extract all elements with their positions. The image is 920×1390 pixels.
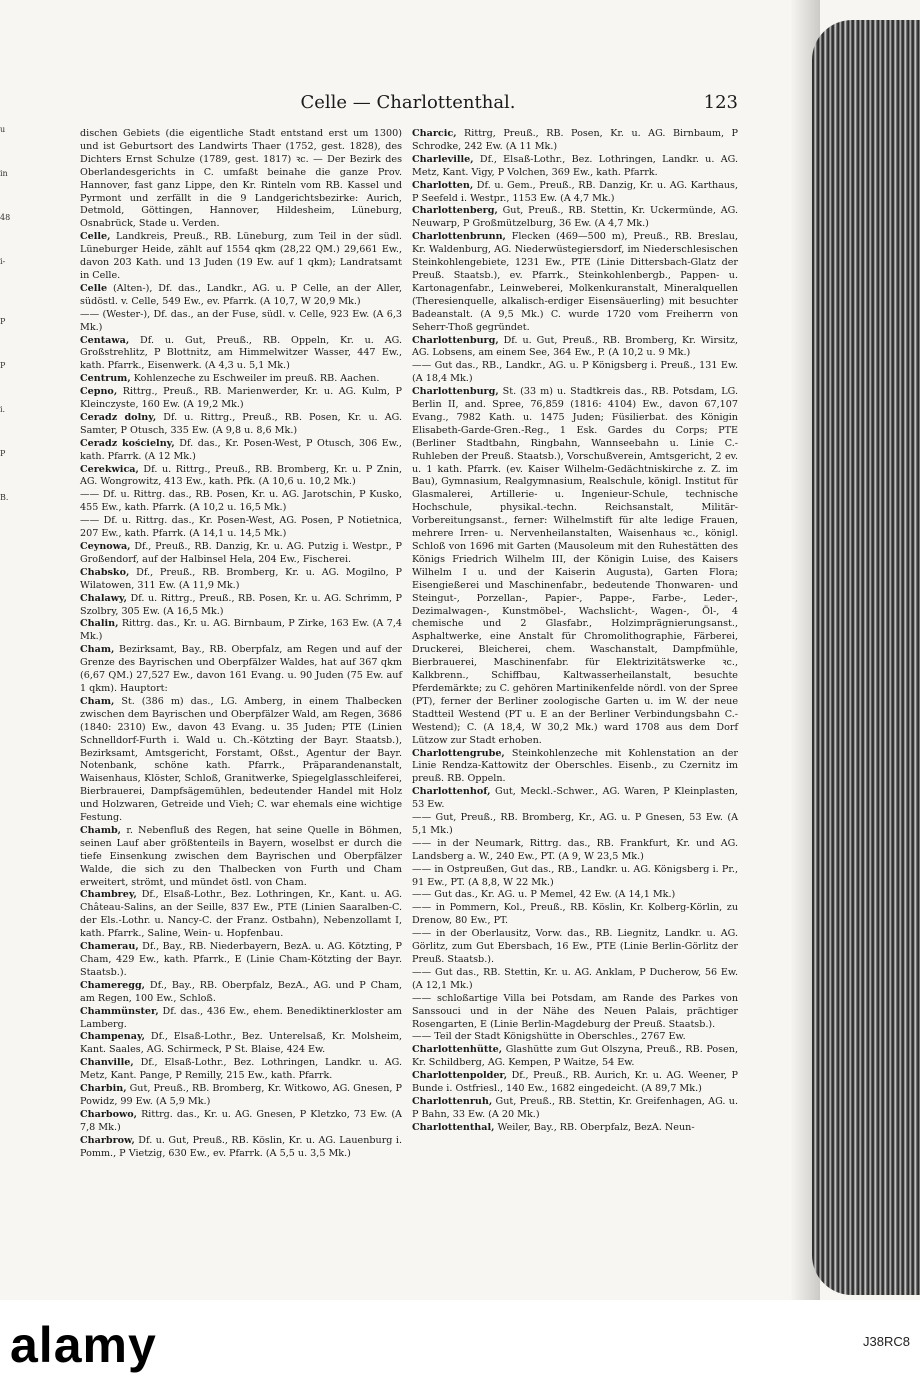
- entry-text: Glashütte zum Gut Olszyna, Preuß., RB. Posen, Kr. Schildberg, AG. Kempen, P Waitze, 54 Ew.: [412, 1044, 738, 1069]
- entry-headword: Charbowo,: [80, 1108, 137, 1120]
- entry-headword: Chammünster,: [80, 1005, 159, 1017]
- dictionary-entry: [412, 902, 738, 928]
- margin-fragment: P: [0, 449, 6, 458]
- entry-text: Rittrg., Preuß., RB. Marienwerder, Kr. u. AG. Kulm, P Kleinczyste, 160 Ew. (A 19,2 Mk.): [80, 386, 402, 411]
- dictionary-entry: [80, 335, 402, 374]
- entry-text: —— schloßartige Villa bei Potsdam, am Rande des Parkes von Sanssouci und in der Nähe des Neuen Palais, prächtiger Rosengarten, E (Linie Berlin-Magdeburg der Preuß. Staatsb.).: [412, 992, 738, 1030]
- entry-text: Df. u. Rittrg., Preuß., RB. Posen, Kr. u. AG. Schrimm, P Szolbry, 305 Ew. (A 16,5 Mk.): [80, 592, 402, 617]
- dictionary-entry: [80, 386, 402, 412]
- entry-text: Gut, Meckl.-Schwer., AG. Waren, P Kleinplasten, 53 Ew.: [412, 786, 738, 811]
- entry-text: Rittrg. das., Kr. u. AG. Gnesen, P Kletzko, 73 Ew. (A 7,8 Mk.): [80, 1108, 402, 1133]
- entry-text: Flecken (469—500 m), Preuß., RB. Breslau, Kr. Waldenburg, AG. Niederwüstegiersdorf, im Niederschlesischen Steinkohlengebiete, 1231 Ew., PTE (Linie Dittersbach-Glatz der Preuß. Staatsb.), ev. Pfarrk., Steinkohlenbergb., Pappen- u. Kartonagenfabr., Leinweberei, Molkenkuranstalt, Mineralquellen (Theresienquelle, alkalisch-erdiger Eisensäuerling) mit besuchter Badeanstalt. (A 9,5 Mk.) C. wurde 1720 vom Freiherrn von Seherr-Thoß gegründet.: [412, 231, 738, 333]
- entry-text: —— Teil der Stadt Königshütte in Oberschles., 2767 Ew.: [412, 1031, 686, 1043]
- dictionary-entry: [80, 515, 402, 541]
- dictionary-entry: [80, 541, 402, 567]
- left-column: [80, 128, 402, 1161]
- dictionary-entry: [80, 373, 402, 386]
- margin-fragment: u: [0, 125, 6, 134]
- margin-fragment: i-: [0, 257, 6, 266]
- entry-text: Df., Bay., RB. Niederbayern, BezA. u. AG. Kötzting, P Cham, 429 Ew., kath. Pfarrk., E (Linie Cham-Kötzting der Bayr. Staatsb.).: [80, 941, 402, 978]
- dictionary-entry: [80, 889, 402, 941]
- entry-text: Df., Elsaß-Lothr., Bez. Lothringen, Landkr. u. AG. Metz, Kant. Vigy, P Volchen, 369 Ew., kath. Pfarrk.: [412, 153, 738, 178]
- dictionary-entry: [412, 154, 738, 180]
- entry-text: Df., Elsaß-Lothr., Bez. Lothringen, Landkr. u. AG. Metz, Kant. Pange, P Remilly, 215 Ew., kath. Pfarrk.: [80, 1057, 402, 1082]
- dictionary-entry: [80, 464, 402, 490]
- entry-headword: Ceynowa,: [80, 541, 131, 552]
- entry-headword: Ceradz kościelny,: [80, 437, 175, 449]
- dictionary-entry: [412, 864, 738, 890]
- entry-text: St. (33 m) u. Stadtkreis das., RB. Potsdam, LG. Berlin II, and. Spree, 76,859 (1816: 4104) Ew., davon 67,107 Evang., 7982 Kath. u. 1475 Juden; Füsilierbat. des Königin Elisabeth-Garde-Gren.-Reg., 1 Esk. Gardes du Corps; PTE (Berliner Stadtbahn, Ringbahn, Wannseebahn u. Linie C.-Ruhleben der Preuß. Staatsb.), Vorschußverein, Amtsgericht, 2 ev. u. 1 kath. Pfarrk. (ev. Kaiser Wilhelm-Gedächtniskirche z. Z. im Bau), Gymnasium, Realgymnasium, Realschule, königl. Institut für Glasmalerei, Artillerie- u. Ingenieur-Schule, technische Hochschule, physikal.-techn. Reichsanstalt, Militär-Vorbereitungsanst., ferner: Wilhelmstift für alte ledige Frauen, mehrere Irren- u. Nervenheilanstalten, Waisenhaus ꝛc., königl. Schloß von 1696 mit Garten (Mausoleum mit den Ruhestätten des Königs Friedrich Wilhelm III, der Königin Luise, des Kaisers Wilhelm I u. und der Kaiserin Augusta), Garten Flora; Eisengießerei und Maschinenfabr., bedeutende Thonwaren- und Steingut-, Porzellan-, Papier-, Pappe-, Farbe-, Leder-, Dezimalwagen-, Kunstmöbel-, Wachslicht-, Wagen-, Öl-, 4 chemische und 2 Glasfabr., Holzimprägnierungsanst., Asphaltwerke, eine Anstalt für Chromolithographie, Färberei, Druckerei, Bleicherei, chem. Waschanstalt, Dampfmühle, Bierbrauerei, Maschinenfabr. für Elektrizitätswerke ꝛc., Kalkbrenn., Schiffbau, Kaltwasserheilanstalt, besuchte Pferdemärkte; zu C. gehören Martinikenfelde nördl. von der Spree (PT), ferner der Berliner zoologische Garten u. im W. der neue Stadtteil Westend (PT u. E an der Berliner Verbindungsbahn C.-Westend); C. (A 18,4, W 30,2 Mk.) ward 1708 aus dem Dorf Lützow zur Stadt erhoben.: [412, 386, 738, 746]
- entry-headword: Celle,: [80, 231, 111, 243]
- entry-headword: Charlottenthal,: [412, 1121, 495, 1133]
- entry-text: Df. u. Gut, Preuß., RB. Köslin, Kr. u. AG. Lauenburg i. Pomm., P Vietzig, 630 Ew., ev. Pfarrk. (A 5,5 u. 3,5 Mk.): [80, 1134, 402, 1159]
- entry-headword: Centawa,: [80, 334, 130, 346]
- dictionary-entry: [412, 1096, 738, 1122]
- dictionary-entry: [80, 309, 402, 335]
- entry-text: —— Gut das., RB. Stettin, Kr. u. AG. Anklam, P Ducherow, 56 Ew. (A 12,1 Mk.): [412, 966, 738, 991]
- entry-headword: Charleville,: [412, 153, 474, 165]
- entry-headword: Charbrow,: [80, 1134, 135, 1146]
- entry-headword: Charlottenpolder,: [412, 1070, 508, 1082]
- dictionary-entry: [80, 618, 402, 644]
- entry-text: (Alten-), Df. das., Landkr., AG. u. P Celle, an der Aller, südöstl. v. Celle, 549 Ew., ev. Pfarrk. (A 10,7, W 20,9 Mk.): [80, 282, 402, 307]
- entry-headword: Charlottengrube,: [412, 747, 505, 759]
- entry-text: Df., Elsaß-Lothr., Bez. Unterelsaß, Kr. Molsheim, Kant. Saales, AG. Schirmeck, P St. Blaise, 424 Ew.: [80, 1031, 402, 1056]
- dictionary-entry: [412, 889, 738, 902]
- margin-fragment: P: [0, 317, 6, 326]
- entry-text: —— Df. u. Rittrg. das., RB. Posen, Kr. u. AG. Jarotschin, P Kusko, 455 Ew., kath. Pfarrk. (A 10,2 u. 16,5 Mk.): [80, 489, 402, 514]
- dictionary-entry: [80, 283, 402, 309]
- entry-text: Gut, Preuß., RB. Bromberg, Kr. Witkowo, AG. Gnesen, P Powidz, 99 Ew. (A 5,9 Mk.): [80, 1083, 402, 1107]
- dictionary-entry: [80, 980, 402, 1006]
- entry-text: —— Gut das., RB., Landkr., AG. u. P Königsberg i. Preuß., 131 Ew. (A 18,4 Mk.): [412, 360, 738, 385]
- dictionary-entry: [412, 360, 738, 386]
- entry-text: Gut, Preuß., RB. Stettin, Kr. Uckermünde, AG. Neuwarp, P Großmützelburg, 36 Ew. (A 4,7 Mk.): [412, 205, 738, 230]
- dictionary-entry: [412, 786, 738, 812]
- entry-text: Df. u. Rittrg., Preuß., RB. Posen, Kr. u. AG. Samter, P Otusch, 335 Ew. (A 9,8 u. 8,6 Mk.): [80, 411, 402, 436]
- dictionary-entry: [80, 593, 402, 619]
- entry-text: r. Nebenfluß des Regen, hat seine Quelle in Böhmen, seinen Lauf aber größtenteils in Bayern, woselbst er durch die tiefe Einsenkung zwischen dem Bayrischen und Oberpfälzer Walde, die sich zu den Thalbecken von Furth und Cham erweitert, strömt, und mündet östl. von Cham.: [80, 824, 402, 888]
- entry-text: —— Gut, Preuß., RB. Bromberg, Kr., AG. u. P Gnesen, 53 Ew. (A 5,1 Mk.): [412, 812, 738, 836]
- dictionary-entry: [412, 748, 738, 787]
- entry-headword: Cham,: [80, 644, 115, 656]
- entry-text: Df. u. Gut, Preuß., RB. Bromberg, Kr. Wirsitz, AG. Lobsens, am einem See, 364 Ew., P. (A 10,2 u. 9 Mk.): [412, 334, 738, 359]
- right-column: [412, 128, 738, 1135]
- dictionary-entry: [80, 1057, 402, 1083]
- entry-headword: Chabsko,: [80, 566, 130, 578]
- entry-text: Df., Bay., RB. Oberpfalz, BezA., AG. und P Cham, am Regen, 100 Ew., Schloß.: [80, 979, 402, 1004]
- dictionary-entry: [412, 1122, 738, 1135]
- entry-text: Rittrg. das., Kr. u. AG. Birnbaum, P Zirke, 163 Ew. (A 7,4 Mk.): [80, 618, 402, 643]
- entry-headword: Celle: [80, 282, 108, 294]
- entry-headword: Charcic,: [412, 128, 457, 139]
- entry-headword: Chamb,: [80, 824, 122, 836]
- dictionary-entry: [80, 1006, 402, 1032]
- entry-text: —— (Wester-), Df. das., an der Fuse, südl. v. Celle, 923 Ew. (A 6,3 Mk.): [80, 308, 402, 333]
- entry-text: Df., Preuß., RB. Danzig, Kr. u. AG. Putzig i. Westpr., P Großendorf, auf der Halbinsel Hela, 204 Ew., Fischerei.: [80, 541, 402, 565]
- dictionary-entry: [412, 1070, 738, 1096]
- entry-headword: Cepno,: [80, 386, 118, 398]
- entry-text: Df. das., Kr. Posen-West, P Otusch, 306 Ew., kath. Pfarrk. (A 12 Mk.): [80, 437, 402, 462]
- entry-text: Steinkohlenzeche mit Kohlenstation an der Linie Rendza-Kattowitz der Oberschles. Eisenb., zu Czernitz im preuß. RB. Oppeln.: [412, 747, 738, 785]
- entry-text: —— in der Oberlausitz, Vorw. das., RB. Liegnitz, Landkr. u. AG. Görlitz, zum Gut Ebersbach, 16 Ew., PTE (Linie Berlin-Görlitz der Preuß. Staatsb.).: [412, 928, 738, 965]
- margin-fragment: P: [0, 361, 6, 370]
- entry-headword: Ceradz dolny,: [80, 411, 157, 423]
- dictionary-entry: [80, 412, 402, 438]
- margin-fragment: B.: [0, 493, 9, 502]
- dictionary-entry: [80, 231, 402, 283]
- page-number: 123: [703, 92, 738, 113]
- dictionary-entry: [412, 205, 738, 231]
- dictionary-entry: [412, 993, 738, 1032]
- dictionary-entry: [80, 941, 402, 980]
- entry-headword: Charlottenburg,: [412, 386, 499, 398]
- entry-headword: Champenay,: [80, 1031, 145, 1043]
- entry-text: Landkreis, Preuß., RB. Lüneburg, zum Teil in der südl. Lüneburger Heide, zählt auf 1554 qkm (28,22 QM.) 29,661 Ew., davon 203 Kath. und 13 Juden (19 Ew. auf 1 qkm); Landratsamt in Celle.: [80, 231, 402, 281]
- dictionary-entry: [80, 1031, 402, 1057]
- entry-headword: Chameregg,: [80, 979, 145, 991]
- stock-image-id: J38RC8: [863, 1334, 910, 1349]
- entry-headword: Charlottenhütte,: [412, 1044, 503, 1056]
- entry-headword: Charlottenruh,: [412, 1095, 493, 1107]
- entry-text: Df. u. Gem., Preuß., RB. Danzig, Kr. u. AG. Karthaus, P Seefeld i. Westpr., 1153 Ew. (A 4,7 Mk.): [412, 179, 738, 204]
- dictionary-entry: [80, 1135, 402, 1161]
- entry-headword: Charlottenbrunn,: [412, 231, 506, 243]
- entry-text: Bezirksamt, Bay., RB. Oberpfalz, am Regen und auf der Grenze des Bayrischen und Oberpfälzer Waldes, hat auf 367 qkm (6,67 QM.) 27,527 Ew., davon 161 Evang. u. 90 Juden (75 Ew. auf 1 qkm). Hauptort:: [80, 644, 402, 694]
- stock-logo: alamy: [10, 1317, 157, 1373]
- entry-headword: Chamerau,: [80, 941, 139, 953]
- entry-text: Df., Elsaß-Lothr., Bez. Lothringen, Kr., Kant. u. AG. Château-Salins, an der Seille, 837 Ew., PTE (Linien Saaralben-C. der Els.-Lothr. u. Nancy-C. der Franz. Ostbahn), Nebenzollamt I, kath. Pfarrk., Saline, Wein- u. Hopfenbau.: [80, 889, 402, 940]
- entry-text: —— Gut das., Kr. AG. u. P Memel, 42 Ew. (A 14,1 Mk.): [412, 889, 676, 901]
- dictionary-entry: [412, 838, 738, 864]
- dictionary-entry: [80, 1109, 402, 1135]
- entry-headword: Charlottenburg,: [412, 334, 499, 346]
- margin-fragment: i.: [0, 405, 6, 414]
- book-page-edges: [812, 20, 920, 1295]
- page-header: [78, 88, 738, 124]
- entry-headword: Cerekwica,: [80, 463, 139, 475]
- dictionary-entry: [412, 928, 738, 967]
- entry-text: St. (386 m) das., LG. Amberg, in einem Thalbecken zwischen dem Bayrischen und Oberpfälzer Wald, am Regen, 3686 (1840: 2310) Ew., davon 43 Evang. u. 35 Juden; PTE (Linien Schnelldorf-Furth i. Wald u. Ch.-Kötzting der Bayr. Staatsb.), Bezirksamt, Amtsgericht, Forstamt, Oßst., Agentur der Bayr. Notenbank, schöne kath. Pfarrk., Präparandenanstalt, Waisenhaus, Klöster, Schloß, Granitwerke, Spiegelglasschleiferei, Bierbrauerei, Dampfsägemühlen, bedeutender Handel mit Holz und Holzwaren, Getreide und Vieh; C. war ehemals eine wichtige Festung.: [80, 695, 402, 824]
- dictionary-entry: [80, 644, 402, 696]
- entry-text: —— in Pommern, Kol., Preuß., RB. Köslin, Kr. Kolberg-Körlin, zu Drenow, 80 Ew., PT.: [412, 902, 738, 927]
- entry-headword: Cham,: [80, 695, 115, 707]
- entry-headword: Chalawy,: [80, 592, 127, 604]
- entry-headword: Charlottenberg,: [412, 205, 498, 217]
- dictionary-entry: [412, 1044, 738, 1070]
- entry-text: Rittrg, Preuß., RB. Posen, Kr. u. AG. Birnbaum, P Schrodke, 242 Ew. (A 11 Mk.): [412, 128, 738, 152]
- entry-text: Weiler, Bay., RB. Oberpfalz, BezA. Neun-: [494, 1121, 695, 1133]
- dictionary-entry: [412, 180, 738, 206]
- dictionary-entry: [412, 335, 738, 361]
- entry-text: Df. u. Rittrg., Preuß., RB. Bromberg, Kr. u. P Znin, AG. Wongrowitz, 413 Ew., kath. Pfk. (A 10,6 u. 10,2 Mk.): [80, 463, 402, 488]
- entry-headword: Chanville,: [80, 1057, 134, 1069]
- dictionary-entry: [80, 567, 402, 593]
- entry-text: Gut, Preuß., RB. Stettin, Kr. Greifenhagen, AG. u. P Bahn, 33 Ew. (A 20 Mk.): [412, 1095, 738, 1120]
- entry-text: —— in Ostpreußen, Gut das., RB., Landkr. u. AG. Königsberg i. Pr., 91 Ew., PT. (A 8,8, W 22 Mk.): [412, 863, 738, 888]
- dictionary-entry: [80, 128, 402, 231]
- entry-headword: Charlotten,: [412, 179, 474, 191]
- entry-text: —— in der Neumark, Rittrg. das., RB. Frankfurt, Kr. und AG. Landsberg a. W., 240 Ew., PT. (A 9, W 23,5 Mk.): [412, 837, 738, 862]
- entry-headword: Centrum,: [80, 373, 131, 385]
- entry-text: Df. das., 436 Ew., ehem. Benediktinerkloster am Lamberg.: [80, 1005, 402, 1030]
- dictionary-entry: [412, 128, 738, 154]
- entry-headword: Chambrey,: [80, 889, 137, 901]
- dictionary-entry: [80, 696, 402, 825]
- page-title: Celle — Charlottenthal.: [300, 92, 516, 113]
- entry-headword: Charlottenhof,: [412, 786, 491, 798]
- entry-text: dischen Gebiets (die eigentliche Stadt entstand erst um 1300) und ist Geburtsort des Landwirts Thaer (1752, gest. 1828), des Dichters Ernst Schulze (1789, gest. 1817) ꝛc. — Der Bezirk des Oberlandesgerichts in C. umfaßt beinahe die ganze Prov. Hannover, fast ganz Lippe, den Kr. Rinteln vom RB. Kassel und Pyrmont und zerfällt in die 9 Landgerichtsbezirke: Aurich, Detmold, Göttingen, Hannover, Hildesheim, Lüneburg, Osnabrück, Stade u. Verden.: [80, 128, 402, 230]
- entry-headword: Charbin,: [80, 1083, 127, 1095]
- dictionary-entry: [80, 489, 402, 515]
- entry-text: —— Df. u. Rittrg. das., Kr. Posen-West, AG. Posen, P Notietnica, 207 Ew., kath. Pfarrk. (A 14,1 u. 14,5 Mk.): [80, 515, 402, 540]
- entry-text: Df., Preuß., RB. Aurich, Kr. u. AG. Weener, P Bunde i. Ostfriesl., 140 Ew., 1682 eingedeicht. (A 89,7 Mk.): [412, 1070, 738, 1095]
- dictionary-entry: [80, 438, 402, 464]
- margin-fragment: 48: [0, 213, 11, 222]
- dictionary-entry: [412, 967, 738, 993]
- dictionary-entry: [412, 812, 738, 838]
- entry-text: Kohlenzeche zu Eschweiler im preuß. RB. Aachen.: [130, 373, 380, 385]
- dictionary-entry: [80, 825, 402, 890]
- dictionary-entry: [412, 231, 738, 334]
- entry-headword: Chalin,: [80, 618, 119, 630]
- dictionary-entry: [412, 1031, 738, 1044]
- left-margin-fragments: [0, 120, 16, 532]
- entry-text: Df., Preuß., RB. Bromberg, Kr. u. AG. Mogilno, P Wilatowen, 311 Ew. (A 11,9 Mk.): [80, 566, 402, 591]
- entry-text: Df. u. Gut, Preuß., RB. Oppeln, Kr. u. AG. Großstrehlitz, P Blottnitz, am Himmelwitzer Wasser, 447 Ew., kath. Pfarrk., Eisenwerk. (A 4,3 u. 5,1 Mk.): [80, 334, 402, 372]
- dictionary-entry: [80, 1083, 402, 1109]
- dictionary-entry: [412, 386, 738, 747]
- stock-watermark-bar: [0, 1300, 920, 1390]
- margin-fragment: in: [0, 169, 8, 178]
